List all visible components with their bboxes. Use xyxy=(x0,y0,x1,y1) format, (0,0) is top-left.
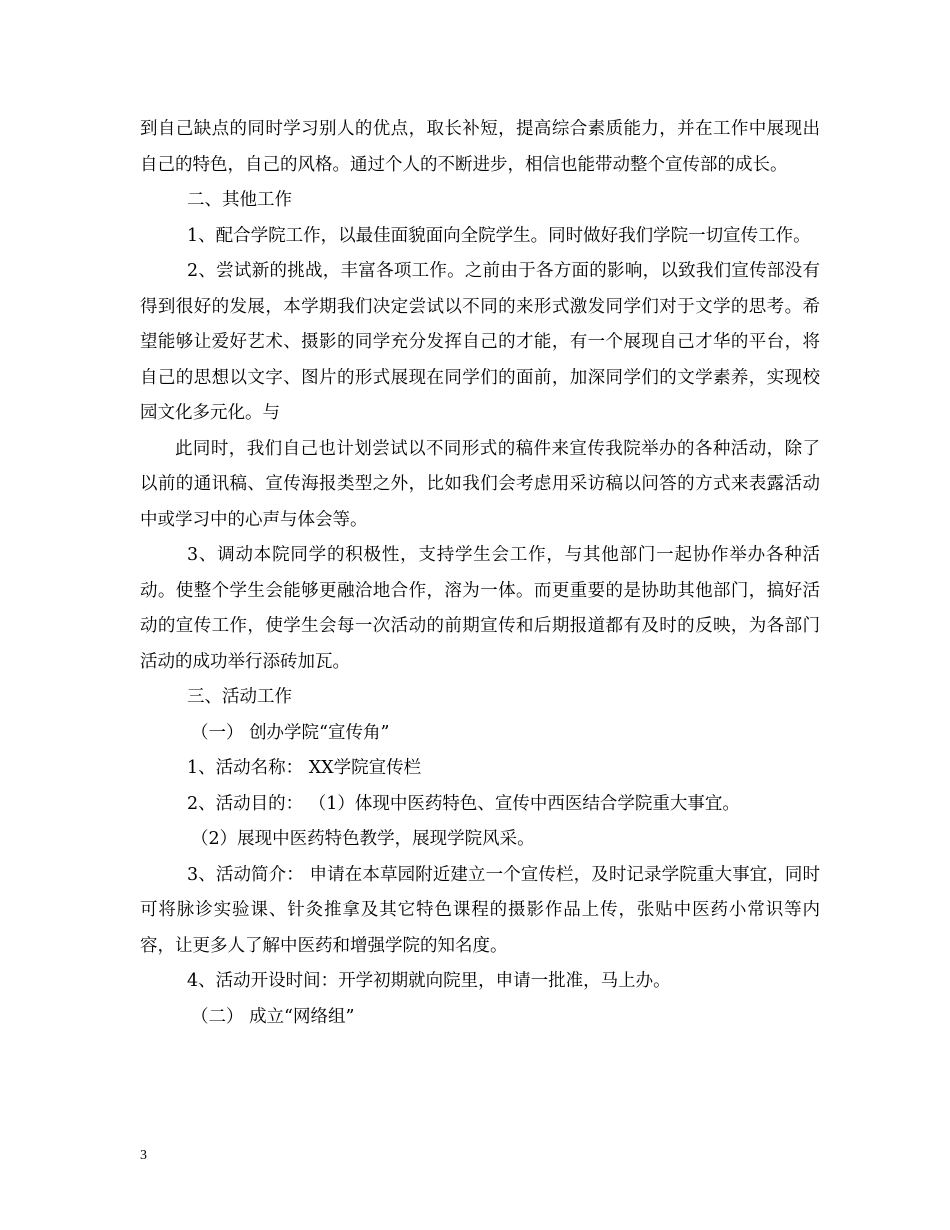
paragraph-other-work-3: 3、调动本院同学的积极性，支持学生会工作，与其他部门一起协作举办各种活动。使整个学生会能够更融洽地合作，溶为一体。而更重要的是协助其他部门，搞好活动的宣传工作，使学生会每一次活动的前期宣传和后期报道都有及时的反映，为各部门活动的成功举行添砖加瓦。 xyxy=(140,545,820,672)
paragraph-intro: 到自己缺点的同时学习别人的优点，取长补短，提高综合素质能力，并在工作中展现出自己的特色，自己的风格。通过个人的不断进步，相信也能带动整个宣传部的成长。 xyxy=(140,119,820,175)
paragraph-other-work-1: 1、配合学院工作，以最佳面貌面向全院学生。同时做好我们学院一切宣传工作。 xyxy=(187,225,811,246)
heading-activity-work: 三、活动工作 xyxy=(187,687,292,707)
subheading-network-group: （二） 成立“网络组” xyxy=(191,1006,355,1027)
paragraph-activity-time: 4、活动开设时间：开学初期就向院里，申请一批准，马上办。 xyxy=(187,971,671,991)
paragraph-activity-name: 1、活动名称： XX学院宣传栏 xyxy=(187,758,422,778)
heading-other-work: 二、其他工作 xyxy=(187,190,292,210)
paragraph-activity-purpose-2: （2）展现中医药特色教学，展现学院风采。 xyxy=(191,829,535,849)
paragraph-other-work-2-continued: 此同时，我们自己也计划尝试以不同形式的稿件来宣传我院举办的各种活动，除了以前的通讯稿、宣传海报类型之外，比如我们会考虑用采访稿以问答的方式来表露活动中或学习中的心声与体会等。 xyxy=(140,438,820,530)
document-body xyxy=(140,112,820,1035)
paragraph-activity-purpose: 2、活动目的： （1）体现中医药特色、宣传中西医结合学院重大事宜。 xyxy=(187,793,740,814)
paragraph-other-work-2: 2、尝试新的挑战，丰富各项工作。之前由于各方面的影响，以致我们宣传部没有得到很好的发展，本学期我们决定尝试以不同的来形式激发同学们对于文学的思考。希望能够让爱好艺术、摄影的同学充分发挥自己的才能，有一个展现自己才华的平台，将自己的思想以文字、图片的形式展现在同学们的面前，加深同学们的文学素养，实现校园文化多元化。与 xyxy=(140,261,820,423)
subheading-publicity-corner: （一） 创办学院“宣传角” xyxy=(191,722,390,743)
page-number: 3 xyxy=(140,1148,147,1163)
paragraph-activity-intro: 3、活动简介： 申请在本草园附近建立一个宣传栏，及时记录学院重大事宜，同时可将脉诊实验课、针灸推拿及其它特色课程的摄影作品上传，张贴中医药小常识等内容，让更多人了解中医药和增强学院的知名度。 xyxy=(140,864,820,956)
